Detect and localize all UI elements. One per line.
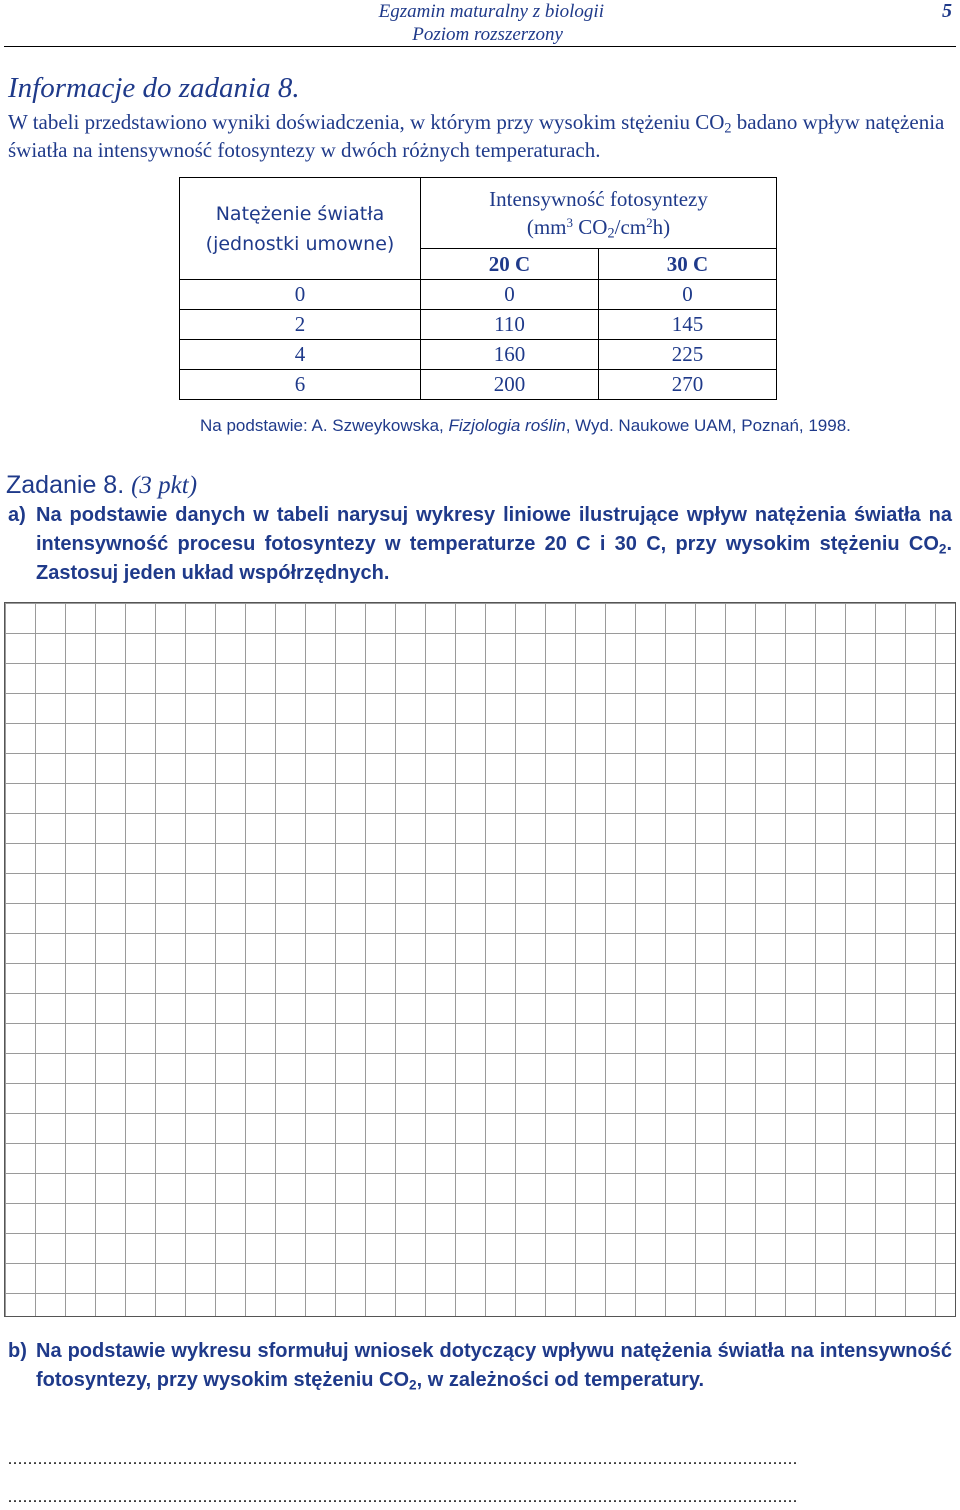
- task-b: [8, 1337, 952, 1395]
- light-header-line2: (jednostki umowne): [205, 232, 395, 255]
- info-text-after: badano wpływ natężenia światła na intensywność fotosyntezy w dwóch różnych temperaturach.: [8, 110, 945, 162]
- page-number: 5: [942, 0, 952, 22]
- exam-title: Egzamin maturalny z biologii: [378, 1, 604, 22]
- cell-light: 0: [180, 280, 421, 310]
- source-citation: Na podstawie: A. Szweykowska, Fizjologia roślin, Wyd. Naukowe UAM, Poznań, 1998.: [200, 416, 851, 435]
- task-a: [8, 501, 952, 588]
- task-a-letter: a): [8, 504, 26, 526]
- info-text: [8, 108, 956, 164]
- task-a-text: Na podstawie danych w tabeli narysuj wykresy liniowe ilustrujące wpływ natężenia światła na intensywność procesu fotosyntezy w temperaturze 20 C i 30 C, przy wysokim stężeniu $CO_2$. Zastosuj jeden układ współrzędnych.: [36, 504, 952, 584]
- cell-t30: 0: [599, 280, 777, 310]
- light-header-line1: Natężenie światła: [215, 202, 385, 225]
- intensity-header-line1: Intensywność fotosyntezy: [489, 187, 708, 211]
- table-row: [180, 310, 777, 340]
- cell-t30: 145: [599, 310, 777, 340]
- task-points: (3 pkt): [131, 472, 198, 499]
- info-text-before: W tabeli przedstawiono wyniki doświadczenia, w którym przy wysokim stężeniu CO: [8, 110, 725, 134]
- cell-t20: 0: [421, 280, 599, 310]
- task-title: Zadanie 8. (3 pkt): [6, 471, 198, 499]
- cell-t20: 200: [421, 370, 599, 400]
- temp-20-header: 20 C: [421, 249, 599, 280]
- task-b-text: Na podstawie wykresu sformułuj wniosek dotyczący wpływu natężenia światła na intensywność fotosyntezy, przy wysokim stężeniu $CO_2$, w zależności od temperatury.: [36, 1340, 952, 1393]
- cell-t20: 110: [421, 310, 599, 340]
- info-title: Informacje do zadania 8.: [8, 72, 300, 104]
- task-b-letter: b): [8, 1340, 27, 1362]
- light-intensity-header: [180, 178, 421, 280]
- source-book-title: Fizjologia roślin: [448, 416, 566, 435]
- table-row: [180, 280, 777, 310]
- answer-line[interactable]: ..............................................................................................................................................................: [8, 1490, 798, 1506]
- table-row: [180, 370, 777, 400]
- exam-level: Poziom rozszerzony: [412, 24, 563, 45]
- cell-light: 2: [180, 310, 421, 340]
- graph-grid[interactable]: [4, 602, 956, 1317]
- temp-30-header: 30 C: [599, 249, 777, 280]
- answer-line[interactable]: ..............................................................................................................................................................: [8, 1452, 798, 1468]
- intensity-unit: ($mm^3$ $CO_2/cm^2h$): [526, 214, 671, 242]
- cell-light: 4: [180, 340, 421, 370]
- header-rule: [4, 46, 956, 47]
- cell-t30: 225: [599, 340, 777, 370]
- cell-t30: 270: [599, 370, 777, 400]
- cell-t20: 160: [421, 340, 599, 370]
- table-row: [180, 340, 777, 370]
- info-text-sub: 2: [724, 120, 732, 137]
- photosynthesis-intensity-header: [421, 178, 777, 249]
- data-table: [179, 177, 777, 400]
- cell-light: 6: [180, 370, 421, 400]
